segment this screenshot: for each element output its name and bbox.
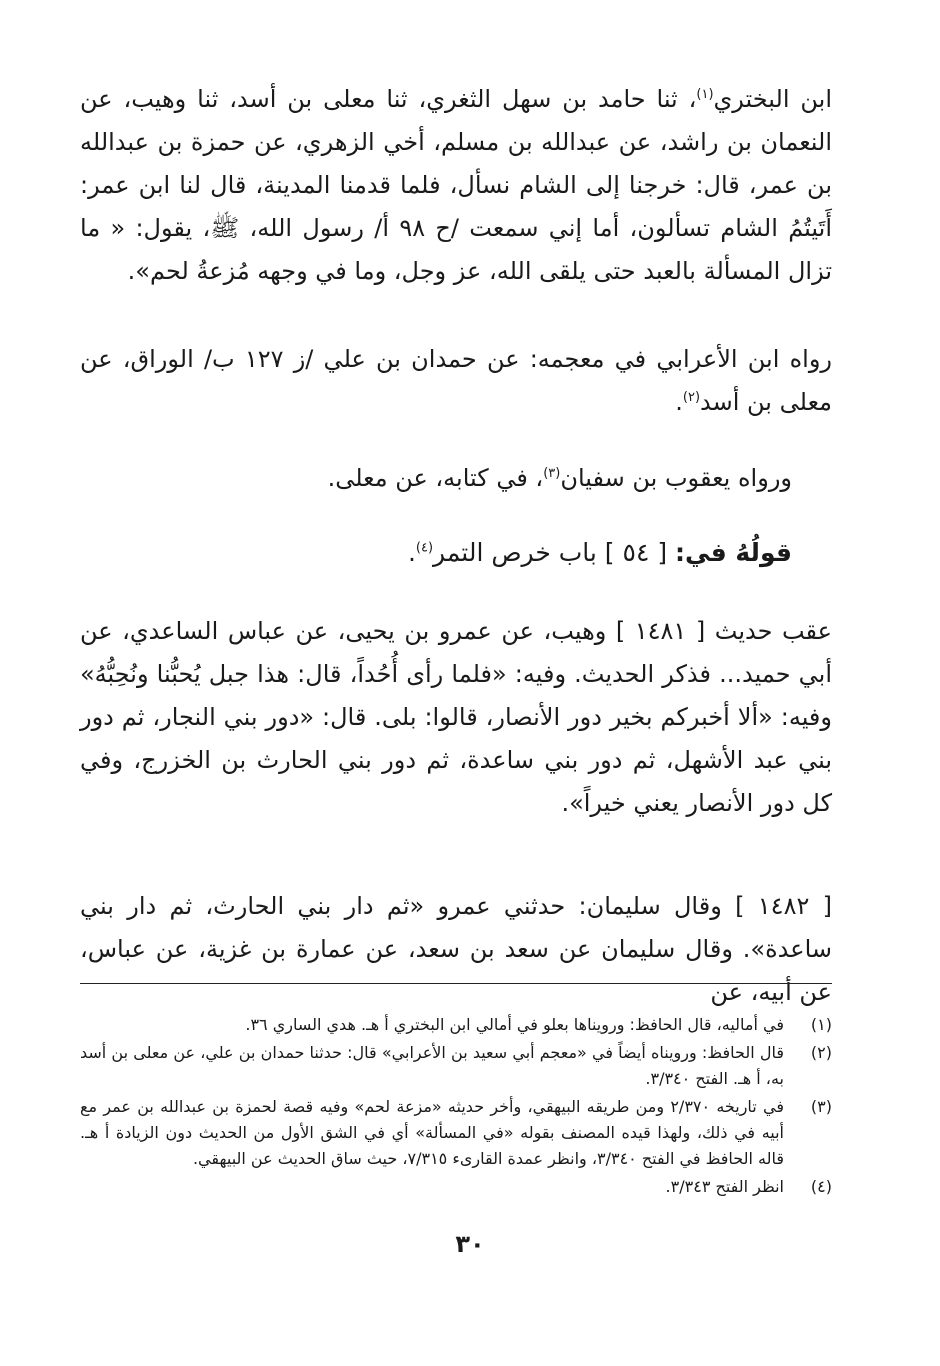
paragraph-hadith-1481: عقب حديث [ ١٤٨١ ] وهيب، عن عمرو بن يحيى، عن عباس الساعدي، عن أبي حميد... فذكر الحديث. وفيه: «فلما رأى أُحُداً، قال: هذا جبل يُحبُّنا ونُحِبُّهُ» وفيه: «ألا أخبركم بخير دور الأنصار، قالوا: بلى. قال: «دور بني النجار، ثم دور بني عبد الأشهل، ثم دور بني ساعدة، ثم دور بني الحارث بن الخزرج، وفي كل دور الأنصار يعني خيراً».: [80, 617, 832, 817]
text-segment: .: [675, 388, 683, 416]
footnote-ref-1: (١): [696, 87, 714, 102]
text-segment: ، ثنا حامد بن سهل الثغري، ثنا معلى بن أسد، ثنا وهيب، عن النعمان بن راشد، عن عبدالله بن مسلم، أخي الزهري، عن حمزة بن عبدالله بن عمر، قال: خرجنا إلى الشام نسأل، فلما قدمنا المدينة، قال لنا ابن عمر: أَتَيتُمُ الشام تسألون، أما إني سمعت /ح ٩٨ أ/ رسول الله، ﷺ، يقول: « ما تزال المسألة بالعبد حتى يلقى الله، عز وجل، وما في وجهه مُزعةُ لحم».: [80, 85, 833, 285]
footnote: [80, 1012, 832, 1038]
paragraph-hadith-1482: [ ١٤٨٢ ] وقال سليمان: حدثني عمرو «ثم دار بني الحارث، ثم دار بني ساعدة». وقال سليمان عن سعد بن سعد، عن عمارة بن غزية، عن عباس، عن أبيه، عن: [80, 892, 833, 1006]
text-segment: .: [407, 538, 416, 567]
footnote-ref-2: (٢): [682, 390, 701, 405]
paragraph-ibn-al-arabi: [80, 338, 832, 424]
footnote: [80, 1094, 832, 1172]
footnotes: [80, 1012, 832, 1202]
footnote-text: قال الحافظ: ورويناه أيضاً في «معجم أبي سعيد بن الأعرابي» قال: حدثنا حمدان بن علي، عن معلى بن أسد به، أ هـ. الفتح ٣/٣٤٠.: [80, 1043, 784, 1088]
footnote-number: (٢): [810, 1043, 832, 1062]
heading-title: [ ٥٤ ] باب خرص التمر: [433, 538, 676, 567]
paragraph-hadith-ibn-umar: [80, 78, 832, 293]
footnote-text: انظر الفتح ٣/٣٤٣.: [665, 1177, 784, 1196]
footnote-number: (١): [810, 1015, 832, 1034]
text-segment: ابن البختري: [713, 85, 833, 113]
footnote-number: (٤): [810, 1177, 832, 1196]
chapter-heading: [80, 533, 792, 573]
paragraph-yaqub: [120, 457, 792, 500]
heading-lead: قولُهُ في:: [675, 538, 792, 567]
footnote-separator: [80, 983, 832, 984]
footnote-ref-3: (٣): [543, 466, 561, 481]
footnote: [80, 1040, 832, 1092]
footnote-text: في أماليه، قال الحافظ: ورويناها بعلو في أمالي ابن البختري أ هـ. هدي الساري ٣٦.: [245, 1015, 784, 1034]
footnote-number: (٣): [810, 1097, 832, 1116]
text-segment: ورواه يعقوب بن سفيان: [560, 464, 792, 492]
text-segment: رواه ابن الأعرابي في معجمه: عن حمدان بن علي /ز ١٢٧ ب/ الوراق، عن معلى بن أسد: [80, 345, 832, 416]
footnote-ref-4: (٤): [415, 540, 434, 556]
text-segment: ، في كتابه، عن معلى.: [327, 464, 544, 492]
footnote-text: في تاريخه ٢/٣٧٠ ومن طريقه البيهقي، وأخر حديثه «مزعة لحم» وفيه قصة لحمزة بن عبدالله بن عمر مع أبيه في ذلك، ولهذا قيده المصنف بقوله «في المسألة» أي في الشق الأول من الحديث دون الزيادة أ هـ. قاله الحافظ في الفتح ٣/٣٤٠، وانظر عمدة القارىء ٧/٣١٥، حيث ساق الحديث عن البيهقي.: [80, 1097, 784, 1168]
page-number: ٣٠: [455, 1230, 485, 1258]
footnote: [80, 1174, 832, 1200]
